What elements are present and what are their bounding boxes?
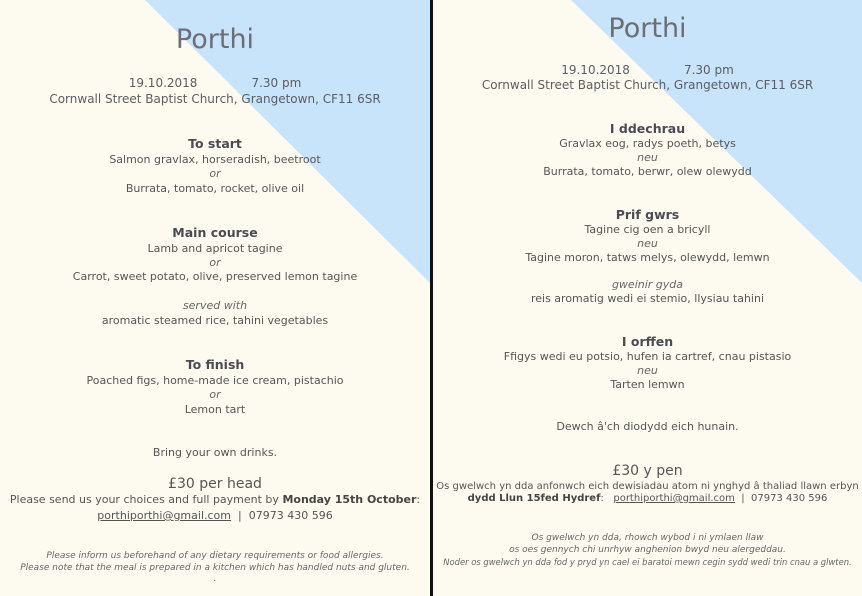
sides: reis aromatig wedi ei stemio, llysiau tahini <box>530 292 765 305</box>
event-time: 7.30 pm <box>683 63 734 77</box>
payment-deadline: dydd Llun 15fed Hydref <box>467 493 601 504</box>
main-or: neu <box>637 237 658 250</box>
welsh-menu-panel <box>433 0 862 596</box>
english-menu-panel <box>0 0 430 596</box>
dessert-option-1: Ffigys wedi eu potsio, hufen ia cartref, cnau pistasio <box>503 350 792 363</box>
main-option-1: Lamb and apricot tagine <box>147 242 283 255</box>
event-date: 19.10.2018 <box>128 76 198 90</box>
email-link[interactable]: porthiporthi@gmail.com <box>97 509 231 522</box>
starter-option-1: Salmon gravlax, horseradish, beetroot <box>109 153 321 166</box>
event-date-time <box>0 77 430 90</box>
drinks-note: Bring your own drinks. <box>152 446 278 459</box>
served-with-label: served with <box>182 299 248 312</box>
starter-option-2: Burrata, tomato, rocket, olive oil <box>125 182 305 195</box>
dessert-option-2: Lemon tart <box>184 403 246 416</box>
allergen-note: Please note that the meal is prepared in a kitchen which has handled nuts and gluten. <box>20 563 410 573</box>
event-venue: Cornwall Street Baptist Church, Grangetown, CF11 6SR <box>481 78 814 92</box>
main-heading: Prif gwrs <box>615 207 680 222</box>
payment-instructions <box>0 493 430 506</box>
main-option-2: Carrot, sweet potato, olive, preserved lemon tagine <box>72 270 358 283</box>
event-venue: Cornwall Street Baptist Church, Grangetown, CF11 6SR <box>49 92 381 106</box>
price: £30 per head <box>168 476 262 492</box>
starter-option-2: Burrata, tomato, berwr, olew olewydd <box>543 165 752 178</box>
allergen-note: os oes gennych chi unrhyw anghenion bwyd neu alergeddau. <box>509 545 786 555</box>
dessert-or: neu <box>637 364 658 377</box>
payment-colon: : <box>416 493 421 506</box>
price: £30 y pen <box>612 463 683 479</box>
phone-number: 07973 430 596 <box>248 509 333 522</box>
payment-contact-line <box>433 492 862 505</box>
dessert-or: or <box>209 388 221 401</box>
main-or: or <box>209 256 221 269</box>
dessert-option-2: Tarten lemwn <box>610 378 685 391</box>
email-link[interactable]: porthiporthi@gmail.com <box>613 493 735 504</box>
event-date-time <box>433 64 862 77</box>
payment-text: Os gwelwch yn dda anfonwch eich dewisiadau atom ni ynghyd â thaliad llawn erbyn <box>436 481 859 492</box>
event-time: 7.30 pm <box>251 76 302 90</box>
menu-title: Porthi <box>608 13 687 44</box>
dessert-heading: I orffen <box>621 334 674 349</box>
payment-deadline: Monday 15th October <box>282 493 417 506</box>
note-dot: . <box>213 574 217 584</box>
sides: aromatic steamed rice, tahini vegetables <box>101 314 329 327</box>
main-heading: Main course <box>172 225 258 240</box>
starter-heading: I ddechrau <box>609 121 686 136</box>
main-option-1: Tagine cig oen a bricyll <box>584 223 711 236</box>
contact-separator: | <box>741 493 745 504</box>
dessert-option-1: Poached figs, home-made ice cream, pistachio <box>86 374 344 387</box>
kitchen-note: Noder os gwelwch yn dda fod y pryd yn cael ei baratoi mewn cegin sydd wedi trin cnau a glwten. <box>443 557 852 567</box>
event-date: 19.10.2018 <box>561 63 630 77</box>
starter-or: or <box>209 167 221 180</box>
dessert-heading: To finish <box>185 357 245 372</box>
starter-heading: To start <box>188 136 242 151</box>
drinks-note: Dewch â'ch diodydd eich hunain. <box>556 420 739 433</box>
dietary-note: Os gwelwch yn dda, rhowch wybod i ni ymlaen llaw <box>531 533 764 543</box>
payment-text: Please send us your choices and full payment by <box>9 493 279 506</box>
contact-separator: | <box>238 509 242 522</box>
dietary-note: Please inform us beforehand of any dietary requirements or food allergies. <box>46 551 384 561</box>
starter-or: neu <box>637 151 658 164</box>
starter-option-1: Gravlax eog, radys poeth, betys <box>559 137 736 150</box>
contact-line <box>0 509 430 522</box>
phone-number: 07973 430 596 <box>751 493 828 504</box>
main-option-2: Tagine moron, tatws melys, olewydd, lemwn <box>525 251 770 264</box>
served-with-label: gweinir gyda <box>611 278 684 291</box>
payment-colon: : <box>600 493 604 504</box>
menu-title: Porthi <box>175 24 255 55</box>
